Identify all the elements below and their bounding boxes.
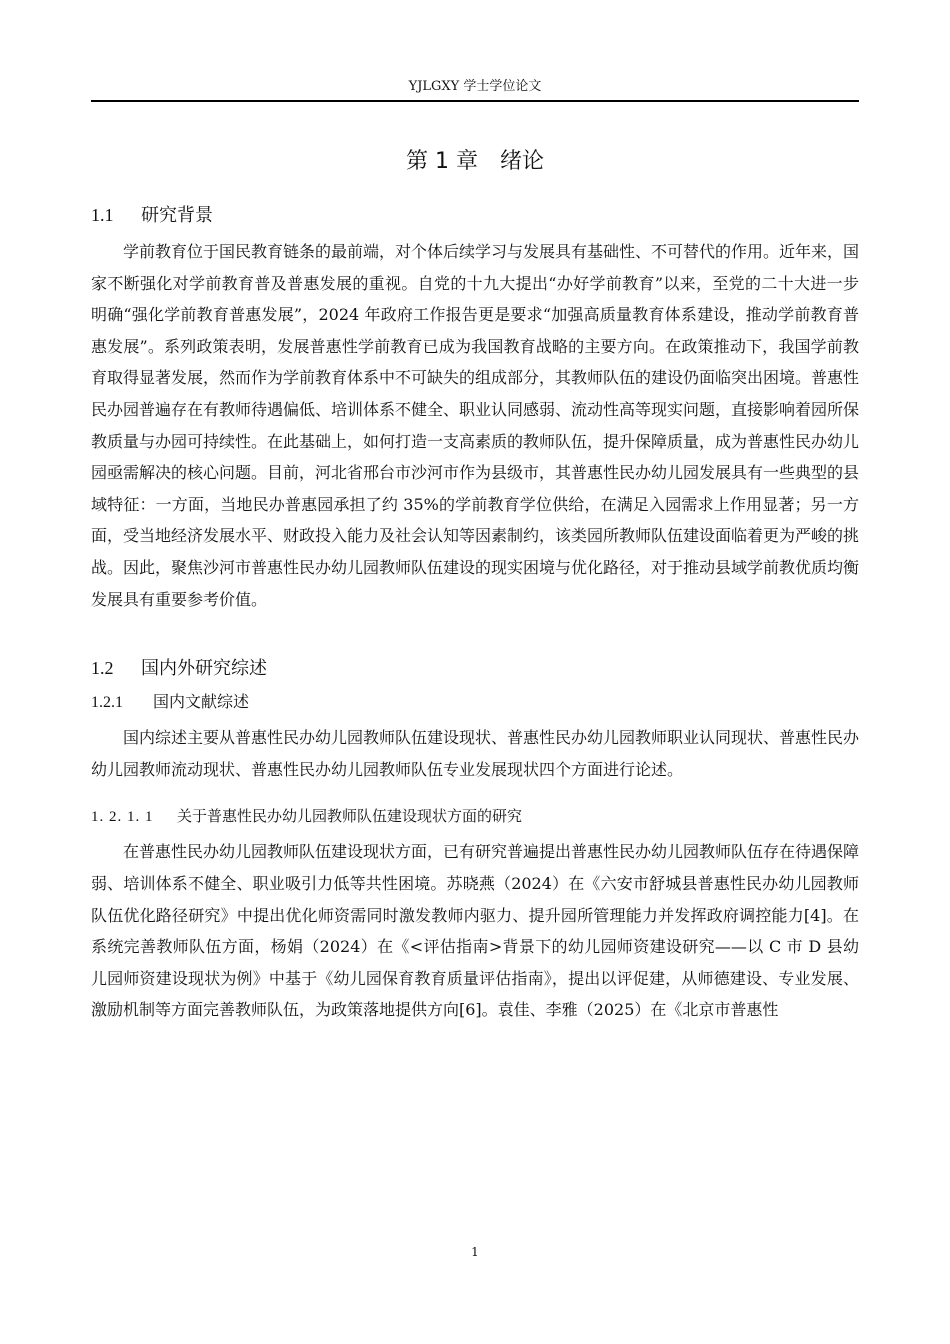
section-title: 研究背景 <box>141 205 213 226</box>
section-heading-1-1 <box>91 200 859 231</box>
paragraph-research-background: 学前教育位于国民教育链条的最前端，对个体后续学习与发展具有基础性、不可替代的作用。近年来，国家不断强化对学前教育普及普惠发展的重视。自党的十九大提出“办好学前教育”以来，至党的二十大进一步明确“强化学前教育普惠发展”，2024 年政府工作报告更是要求“加强高质量教育体系建设，推动学前教育普惠发展”。系列政策表明，发展普惠性学前教育已成为我国教育战略的主要方向。在政策推动下，我国学前教育取得显著发展，然而作为学前教育体系中不可缺失的组成部分，其教师队伍的建设仍面临突出困境。普惠性民办园普遍存在有教师待遇偏低、培训体系不健全、职业认同感弱、流动性高等现实问题，直接影响着园所保教质量与办园可持续性。在此基础上，如何打造一支高素质的教师队伍，提升保障质量，成为普惠性民办幼儿园亟需解决的核心问题。目前，河北省邢台市沙河市作为县级市，其普惠性民办幼儿园发展具有一些典型的县域特征：一方面，当地民办普惠园承担了约 35%的学前教育学位供给，在满足入园需求上作用显著；另一方面，受当地经济发展水平、财政投入能力及社会认知等因素制约，该类园所教师队伍建设面临着更为严峻的挑战。因此，聚焦沙河市普惠性民办幼儿园教师队伍建设的现实困境与优化路径，对于推动县域学前教优质均衡发展具有重要参考价值。 <box>91 242 860 609</box>
section-number: 1.1 <box>91 205 114 225</box>
page-number: 1 <box>471 1245 479 1259</box>
header-rule <box>91 100 859 102</box>
section-number: 1.2 <box>91 658 114 679</box>
section-heading-1-2 <box>91 653 859 684</box>
running-header: YJLGXY 学士学位论文 <box>408 79 542 94</box>
subsubsection-heading-1-2-1-1 <box>91 803 859 830</box>
subsubsection-number: 1. 2. 1. 1 <box>91 809 154 826</box>
subsubsection-title: 关于普惠性民办幼儿园教师队伍建设现状方面的研究 <box>177 807 523 826</box>
subsection-title: 国内文献综述 <box>153 692 250 712</box>
section-title: 国内外研究综述 <box>141 658 267 680</box>
chapter-title: 第 1 章 绪论 <box>406 149 544 174</box>
paragraph-teacher-team-status: 在普惠性民办幼儿园教师队伍建设现状方面，已有研究普遍提出普惠性民办幼儿园教师队伍存在待遇保障弱、培训体系不健全、职业吸引力低等共性困境。苏晓燕（2024）在《六安市舒城县普惠性民办幼儿园教师队伍优化路径研究》中提出优化师资需同时激发教师内驱力、提升园所管理能力并发挥政府调控能力[4]。在系统完善教师队伍方面，杨娟（2024）在《<评估指南>背景下的幼儿园师资建设研究——以 C 市 D 县幼儿园师资建设现状为例》中基于《幼儿园保育教育质量评估指南》，提出以评促建，从师德建设、专业发展、激励机制等方面完善教师队伍，为政策落地提供方向[6]。袁佳、李雅（2025）在《北京市普惠性 <box>91 842 860 1020</box>
page-body <box>91 140 859 1026</box>
paragraph-domestic-review: 国内综述主要从普惠性民办幼儿园教师队伍建设现状、普惠性民办幼儿园教师职业认同现状、普惠性民办幼儿园教师流动现状、普惠性民办幼儿园教师队伍专业发展现状四个方面进行论述。 <box>91 728 860 779</box>
subsection-number: 1.2.1 <box>91 694 123 712</box>
subsection-heading-1-2-1 <box>91 689 859 716</box>
